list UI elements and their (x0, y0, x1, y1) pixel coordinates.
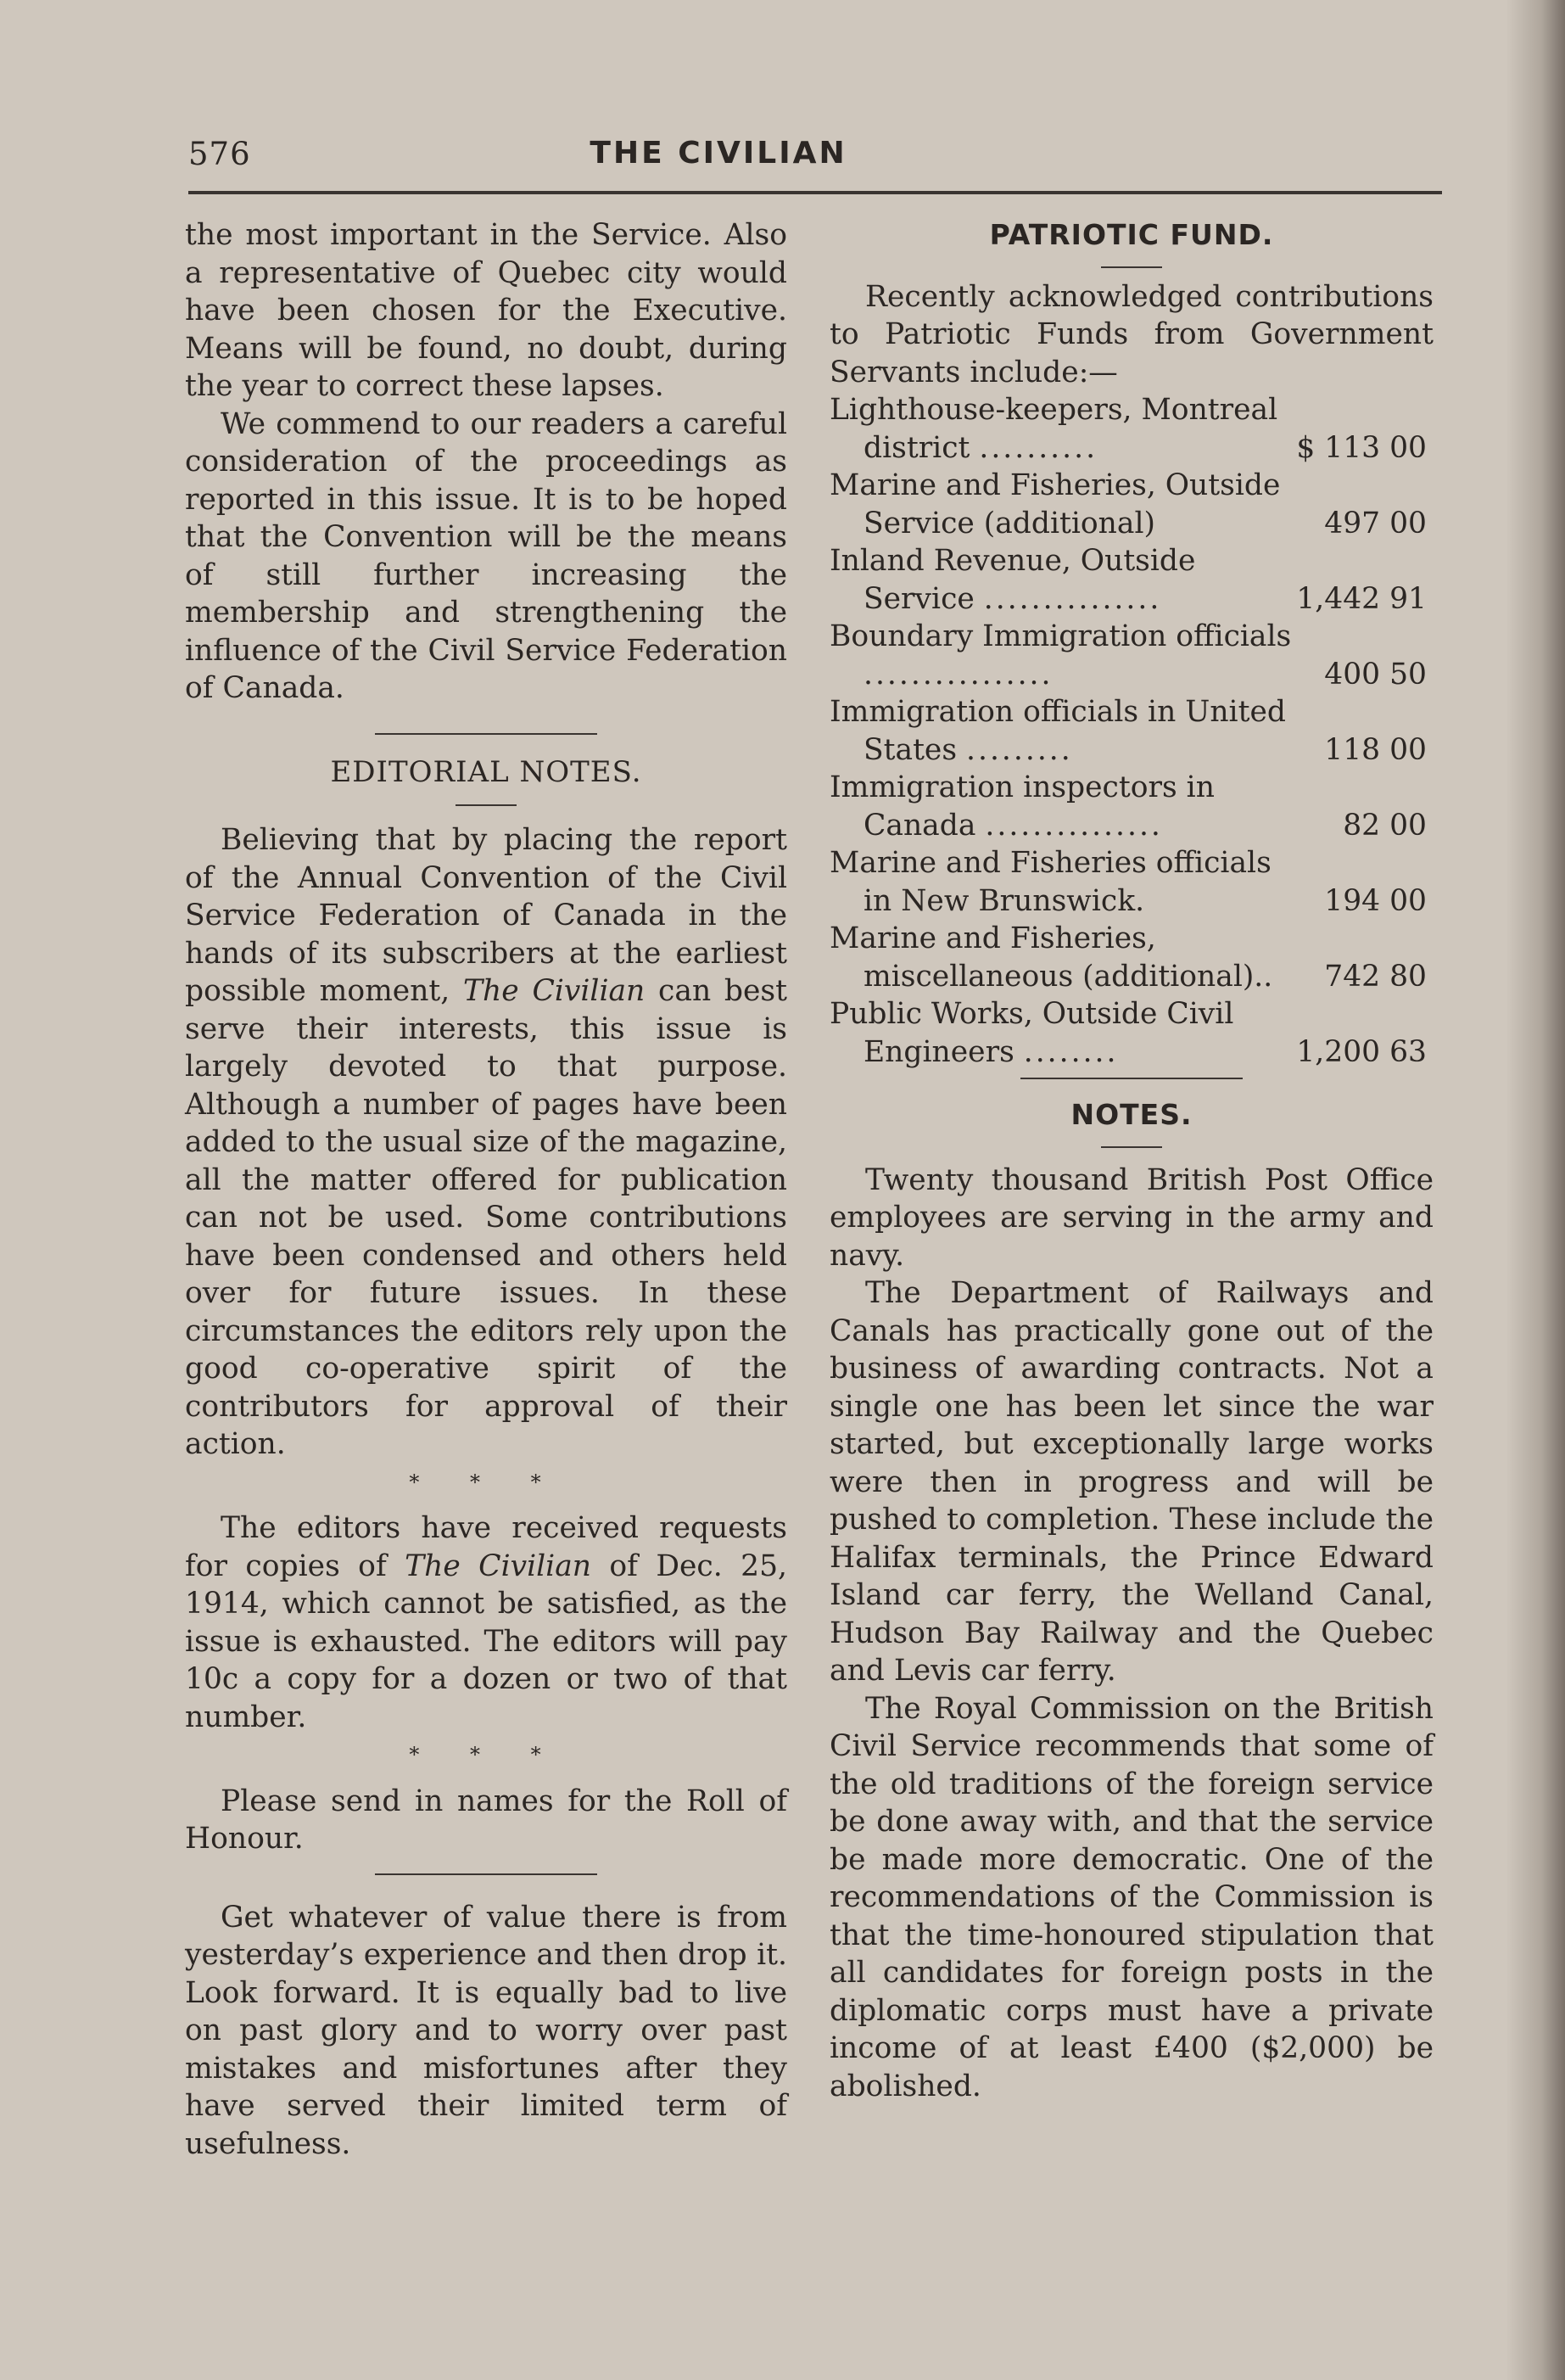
note-paragraph-1: Twenty thousand British Post Office employees are serving in the army and navy. (830, 1162, 1434, 1273)
fund-list (830, 391, 1434, 1071)
dot-leader: .......... (979, 430, 1098, 465)
fund-item-amount: 497 00 (1324, 506, 1427, 540)
fund-item (830, 693, 1434, 769)
fund-item-label (830, 920, 1305, 995)
fund-label-text: Immigration inspectors in Canada (830, 770, 1215, 843)
fund-label-text: Public Works, Outside Civil Engineers (830, 997, 1234, 1069)
publication-title: The Civilian (405, 1548, 591, 1583)
fund-intro: Recently acknowledged contributions to Patriotic Funds from Government Servants include:— (830, 279, 1434, 389)
page-header (188, 136, 1442, 187)
text-run: of Dec. 25, 1914, which cannot be satisfied, as the issue is exhausted. The editors will pay 10c a copy for a dozen or two of that number. (185, 1548, 787, 1734)
fund-item (830, 995, 1434, 1071)
fund-item-label (830, 844, 1305, 920)
left-paragraph-5: Please send in names for the Roll of Honour. (185, 1784, 787, 1856)
section-stars: * * * (409, 1470, 563, 1494)
fund-label-text: Marine and Fisheries, Outside Service (additional) (830, 468, 1281, 540)
notes-heading: NOTES. (1070, 1098, 1193, 1131)
dot-leader: ......... (966, 732, 1073, 767)
fund-item-amount: $ 113 00 (1296, 430, 1427, 465)
fund-item-label (830, 467, 1305, 542)
fund-item-label (830, 542, 1305, 618)
fund-item (830, 618, 1434, 693)
section-stars: * * * (409, 1743, 563, 1767)
left-paragraph-6: Get whatever of value there is from yesterday’s experience and then drop it. Look forward. It is equally bad to live on past glory and to worry over past mistakes and misfortunes after they have served their limited term of usefulness. (185, 1900, 787, 2161)
fund-item-amount: 400 50 (1324, 657, 1427, 692)
fund-item-label (830, 693, 1305, 769)
fund-label-text: Immigration officials in United States (830, 695, 1286, 767)
fund-item (830, 467, 1434, 542)
page-edge-shadow (1506, 0, 1565, 2380)
fund-label-text: Marine and Fisheries officials in New Brunswick. (830, 846, 1272, 918)
fund-item-label (830, 769, 1305, 844)
editorial-notes-heading: EDITORIAL NOTES. (330, 754, 642, 789)
left-paragraph-3 (185, 821, 787, 1464)
patriotic-fund-heading: PATRIOTIC FUND. (989, 218, 1274, 251)
left-paragraph-1: the most important in the Service. Also a representative of Quebec city would have been chosen for the Executive. Means will be found, no doubt, during the year to correct these lapses. (185, 218, 787, 403)
page-number: 576 (188, 136, 251, 172)
dot-leader: ................ (864, 657, 1054, 692)
fund-label-text: Lighthouse-keepers, Montreal district (830, 393, 1278, 465)
fund-item (830, 844, 1434, 920)
fund-item-amount: 742 80 (1324, 959, 1427, 994)
fund-item (830, 769, 1434, 844)
publication-title: The Civilian (463, 974, 646, 1008)
note-paragraph-3: The Royal Commission on the British Civil Service recommends that some of the old traditions of the foreign service be done away with, and that the service be made more democratic. One of the recommendations of the Commission is that the time-honoured stipulation that all candidates for foreign posts in the diplomatic corps must have a private income of at least £400 ($2,000) be abolished. (830, 1691, 1434, 2103)
dot-leader: ........ (1023, 1034, 1119, 1069)
fund-item-label (830, 391, 1305, 467)
text-run: Believing that by placing the report of the Annual Convention of the Civil Service Federation of Canada in the hands of its subscribers at the earliest possible moment, (185, 823, 787, 1008)
fund-item-amount: 82 00 (1343, 808, 1427, 843)
header-rule (188, 191, 1442, 194)
fund-item-label (830, 995, 1305, 1071)
text-run: The editors have received requests for copies of (185, 1511, 787, 1583)
note-paragraph-2: The Department of Railways and Canals has practically gone out of the business of awarding contracts. Not a single one has been let since the war started, but exceptionally large works were then in progress and will be pushed to completion. These include the Halifax terminals, the Prince Edward Island car ferry, the Welland Canal, Hudson Bay Railway and the Quebec and Levis car ferry. (830, 1276, 1434, 1688)
fund-item (830, 391, 1434, 467)
fund-item-amount: 1,200 63 (1296, 1034, 1427, 1069)
fund-label-text: Marine and Fisheries, miscellaneous (additional).. (830, 921, 1273, 994)
fund-label-text: Inland Revenue, Outside Service (830, 544, 1196, 616)
fund-item (830, 542, 1434, 618)
dot-leader: ............... (985, 808, 1163, 843)
left-paragraph-4 (185, 1509, 787, 1736)
fund-item-label (830, 618, 1305, 693)
fund-item-amount: 118 00 (1324, 732, 1427, 767)
fund-label-text: Boundary Immigration officials (830, 619, 1292, 653)
dot-leader: ............... (983, 581, 1162, 616)
right-column (830, 216, 1434, 2105)
left-column (185, 216, 787, 2163)
fund-item (830, 920, 1434, 995)
text-run: can best serve their interests, this issue is largely devoted to that purpose. Although a number of pages have been added to the usual size of the magazine, all the matter offered for publication can not be used. Some contributions have been condensed and others held over for future issues. In these circumstances the editors rely upon the good co-operative spirit of the contributors for approval of their action. (185, 974, 787, 1461)
journal-title: THE CIVILIAN (590, 136, 847, 171)
left-paragraph-2: We commend to our readers a careful consideration of the proceedings as reported in this issue. It is to be hoped that the Convention will be the means of still further increasing the membership and strengthening the influence of the Civil Service Federation of Canada. (185, 406, 787, 705)
fund-item-amount: 1,442 91 (1296, 581, 1427, 616)
fund-item-amount: 194 00 (1324, 883, 1427, 918)
